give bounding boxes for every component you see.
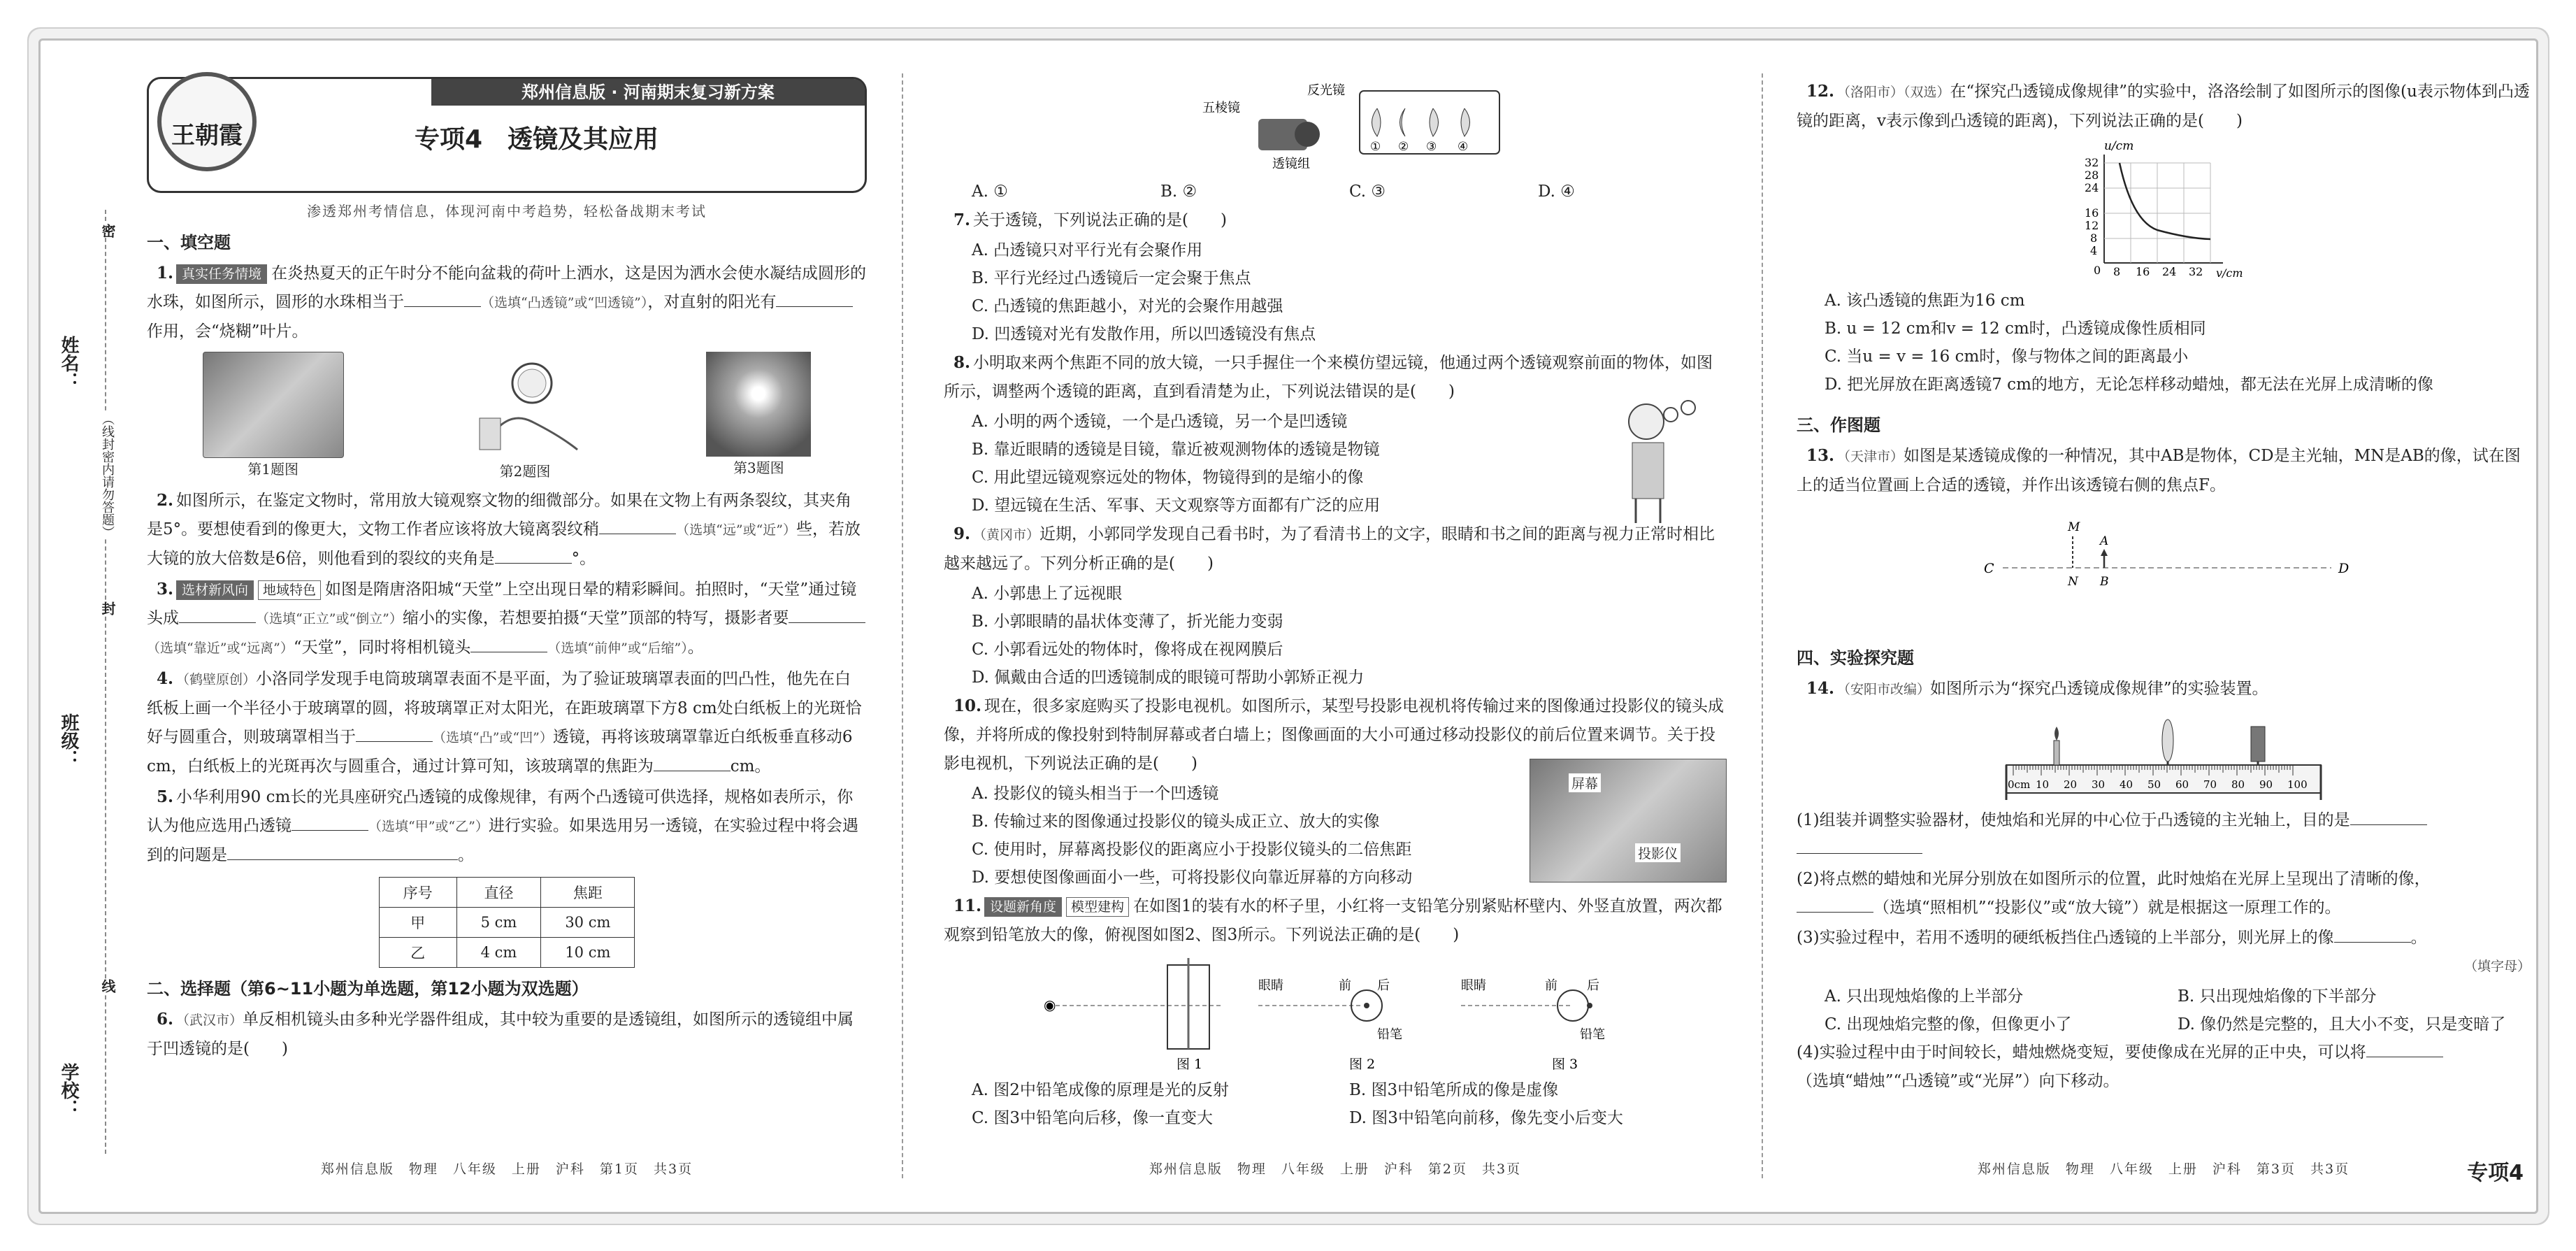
q-num: 9.: [954, 524, 971, 543]
table-row: [379, 908, 635, 938]
td: 甲: [379, 908, 456, 938]
option[interactable]: B. 靠近眼睛的透镜是目镜，靠近被观测物体的透镜是物镜: [972, 441, 1380, 459]
option[interactable]: A. ①: [972, 183, 1008, 201]
option[interactable]: C. 图3中铅笔向后移，像一直变大: [972, 1109, 1214, 1127]
x-axis-label: v/cm: [2216, 266, 2243, 280]
hint: （选填“凸”或“凹”）: [433, 730, 553, 745]
q-num: 11.: [954, 896, 982, 915]
lens-drawing-figure: [1797, 501, 2531, 634]
q1-figures: [147, 352, 867, 480]
pencil-dot: [1587, 1003, 1592, 1008]
answer-blank[interactable]: [1797, 895, 1873, 913]
name-label: 姓名：: [58, 336, 79, 390]
u-v-curve: [2120, 163, 2210, 239]
figure: [706, 352, 811, 480]
figure-caption: 图 1: [1177, 1057, 1203, 1072]
option[interactable]: A. 小郭患上了远视眼: [972, 585, 1123, 603]
th: 焦距: [541, 878, 635, 908]
q-num: 10.: [954, 696, 982, 715]
answer-blank[interactable]: [404, 289, 481, 307]
question-5: [147, 782, 867, 870]
back-label: 后: [1377, 978, 1390, 993]
seal-xian: 线: [98, 979, 118, 993]
q-text: （选填“蜡烛”“凸透镜”或“光屏”）向下移动。: [1797, 1072, 2120, 1090]
tick-label: 8: [2090, 231, 2098, 245]
option[interactable]: C. 当u = v = 16 cm时，像与物体之间的距离最小: [1825, 348, 2189, 366]
lens-4: [1461, 108, 1470, 136]
q-text: (4)实验过程中由于时间较长，蜡烛燃烧变短，要使像成在光屏的正中央，可以将: [1797, 1043, 2366, 1061]
td: 乙: [379, 938, 456, 968]
tag: 真实任务情境: [176, 264, 267, 284]
q14-part2: [1797, 865, 2531, 922]
question-11: [944, 892, 1727, 950]
tag: 地域特色: [258, 580, 321, 600]
q-text: 单反相机镜头由多种光学器件组成，其中较为重要的是透镜组，如图所示的透镜组中属于凹透镜的是( ): [147, 1010, 854, 1058]
q-text: 些，若放大镜的放大倍数是6倍，则他看到的裂纹的夹角是: [147, 520, 861, 568]
q-text: 在如图1的装有水的杯子里，小红将一支铅笔分别紧贴杯壁内、外竖直放置，两次都观察到铅笔放大的像，俯视图如图2、图3所示。下列说法正确的是( ): [944, 897, 1722, 944]
question-6: [147, 1005, 867, 1064]
ruler-label: 100: [2287, 778, 2308, 791]
candle: [2054, 741, 2059, 765]
q-num: 5.: [157, 787, 174, 806]
ruler-label: 0cm: [2008, 778, 2031, 791]
camera-lens-figure: [944, 77, 1727, 175]
seal-mi: 密: [98, 224, 118, 238]
q-text: 在炎热夏天的正午时分不能向盆栽的荷叶上洒水，这是因为洒水会使水凝结成圆形的水珠，如图所示，圆形的水珠相当于: [147, 264, 867, 311]
header: [147, 77, 867, 193]
option[interactable]: C. ③: [1349, 183, 1386, 201]
lotus-photo: [203, 352, 344, 458]
td: 4 cm: [456, 938, 541, 968]
tick-label: 16: [2136, 265, 2150, 278]
option[interactable]: A. 凸透镜只对平行光有会聚作用: [972, 241, 1203, 259]
option[interactable]: B. ②: [1160, 183, 1197, 201]
option[interactable]: A. 图2中铅笔成像的原理是光的反射: [972, 1081, 1229, 1099]
q-text: 近期，小郭同学发现自己看书时，为了看清书上的文字，眼睛和书之间的距离与视力正常时相比越来越远了。下列分析正确的是( ): [944, 525, 1715, 573]
q-num: 14.: [1806, 679, 1835, 698]
figure-caption: 图 2: [1349, 1057, 1376, 1072]
answer-blank[interactable]: [1797, 836, 1922, 854]
gridlines: [2104, 163, 2210, 263]
ruler-label: 50: [2147, 778, 2161, 791]
tag: 设题新角度: [984, 897, 1062, 917]
q-text: ，对直射的阳光有: [647, 293, 777, 311]
td: 5 cm: [456, 908, 541, 938]
candle-flame: [2055, 727, 2059, 741]
ruler-label: 90: [2259, 778, 2273, 791]
tick-label: 4: [2090, 244, 2098, 257]
option[interactable]: A. 小明的两个透镜，一个是凸透镜，另一个是凹透镜: [972, 413, 1348, 431]
option[interactable]: C. 使用时，屏幕离投影仪的距离应小于投影仪镜头的二倍焦距: [972, 841, 1412, 859]
tick-label: 0: [2094, 264, 2101, 277]
optical-bench-figure: [1797, 706, 2531, 803]
eye-label: 眼睛: [1258, 978, 1283, 993]
answer-blank[interactable]: [179, 606, 256, 623]
figure: [455, 352, 595, 480]
source: （天津市）: [1837, 449, 1904, 464]
option[interactable]: B. 小郭眼睛的晶状体变薄了，折光能力变弱: [972, 613, 1283, 631]
q-text: 进行实验。如果选用另一透镜，在实验过程中将会遇到的问题是: [147, 817, 858, 864]
q10-options-block: [944, 776, 1727, 892]
q8-options-block: [944, 408, 1727, 520]
q-text: 。: [458, 846, 474, 864]
option[interactable]: B. u = 12 cm和v = 12 cm时，凸透镜成像性质相同: [1825, 320, 2206, 338]
option[interactable]: B. 图3中铅笔所成的像是虚像: [1349, 1081, 1559, 1099]
page-footer: 郑州信息版 物理 八年级 上册 沪科 第3页 共3页: [1977, 1161, 2350, 1177]
magnifier-illustration: [455, 352, 595, 457]
seal-notice: （线封密内请勿答题）: [98, 413, 116, 538]
q-num: 8.: [954, 353, 971, 372]
answer-blank[interactable]: [2366, 1040, 2443, 1057]
back-label: 后: [1587, 978, 1599, 993]
pencil-label: 铅笔: [1580, 1027, 1605, 1042]
answer-blank[interactable]: [2334, 925, 2411, 943]
question-9: [944, 520, 1727, 578]
q-text: （选填“照相机”“投影仪”或“放大镜”）就是根据这一原理工作的。: [1873, 899, 2341, 917]
hint: （选填“远”或“近”）: [676, 522, 796, 538]
table-header: [379, 878, 635, 908]
camera-lens: [1295, 122, 1320, 147]
tick-label: 8: [2113, 265, 2121, 278]
hint: （选填“正立”或“倒立”）: [256, 611, 403, 627]
option[interactable]: D. 要想使图像画面小一些，可将投影仪向靠近屏幕的方向移动: [972, 868, 1413, 887]
section-drawing: 三、作图题: [1797, 415, 1880, 435]
section-choice: 二、选择题（第6~11小题为单选题，第12小题为双选题）: [147, 979, 589, 999]
class-label: 班级：: [58, 713, 79, 768]
page-footer: 郑州信息版 物理 八年级 上册 沪科 第2页 共3页: [1149, 1161, 1522, 1177]
q-text: 如图是某透镜成像的一种情况，其中AB是物体，CD是主光轴，MN是AB的像，试在图上的适当位置画上合适的透镜，并作出该透镜右侧的焦点F。: [1797, 447, 2521, 494]
page-title: 专项4 透镜及其应用: [415, 125, 659, 154]
answer-blank[interactable]: [599, 517, 676, 534]
page-footer: 郑州信息版 物理 八年级 上册 沪科 第1页 共3页: [320, 1161, 693, 1177]
prism-label: 五棱镜: [1202, 101, 1240, 115]
q-text: 如图所示，在鉴定文物时，常用放大镜观察文物的细微部分。如果在文物上有两条裂纹，其夹角是5°。要想使看到的像更大，文物工作者应该将放大镜离裂纹稍: [147, 492, 852, 538]
front-label: 前: [1339, 978, 1351, 993]
tick-label: 16: [2085, 206, 2099, 220]
pencil-label: 铅笔: [1377, 1027, 1402, 1042]
q6-options: [972, 178, 1727, 206]
th: 序号: [379, 878, 456, 908]
ruler-label: 20: [2064, 778, 2078, 791]
option[interactable]: C. 凸透镜的焦距越小，对光的会聚作用越强: [972, 297, 1283, 315]
q-num: 12.: [1806, 82, 1835, 101]
u-v-graph: [1797, 137, 2531, 284]
q-text: (1)组装并调整实验器材，使烛焰和光屏的中心位于凸透镜的主光轴上，目的是: [1797, 811, 2350, 829]
ruler-label: 30: [2092, 778, 2106, 791]
lens-1: [1372, 108, 1381, 136]
source: （黄冈市）: [973, 527, 1040, 543]
q-text: 小明取来两个焦距不同的放大镜，一只手握住一个来模仿望远镜，他通过两个透镜观察前面的物体，如图所示，调整两个透镜的距离，直到看清楚为止，下列说法错误的是( ): [944, 354, 1713, 401]
lens-label: ④: [1458, 140, 1469, 154]
answer-blank[interactable]: [470, 635, 547, 652]
tick-label: 32: [2085, 156, 2099, 169]
question-14: [1797, 674, 2531, 704]
q-text: 如图所示为“探究凸透镜成像规律”的实验装置。: [1930, 680, 2268, 698]
projector-label: 投影仪: [1635, 843, 1681, 862]
option[interactable]: A. 投影仪的镜头相当于一个凹透镜: [972, 785, 1219, 803]
eye-label: 眼睛: [1461, 978, 1486, 993]
q-num: 4.: [157, 669, 174, 688]
q-text: 在“探究凸透镜成像规律”的实验中，洛洛绘制了如图所示的图像(u表示物体到凸透镜的距离，v表示像到凸透镜的距离)，下列说法正确的是( ): [1797, 83, 2530, 130]
q-text: 小华利用90 cm长的光具座研究凸透镜的成像规律，有两个凸透镜可供选择，规格如表所示，你认为他应选用凸透镜: [147, 788, 854, 835]
option[interactable]: A. 只出现烛焰像的上半部分: [1825, 987, 2024, 1006]
point-label: C: [1984, 561, 1994, 576]
ruler-label: 70: [2203, 778, 2217, 791]
seal-feng: 封: [98, 601, 118, 615]
question-2: [147, 486, 867, 573]
q-text: 如图是隋唐洛阳城“天堂”上空出现日晕的精彩瞬间。拍照时，“天堂”通过镜头成: [147, 580, 857, 627]
option[interactable]: D. 望远镜在生活、军事、天文观察等方面都有广泛的应用: [972, 496, 1381, 515]
school-label: 学校：: [58, 1063, 79, 1117]
answer-blank[interactable]: [789, 606, 865, 623]
q-text: 关于透镜，下列说法正确的是( ): [973, 211, 1227, 229]
seal-line: [105, 210, 106, 1154]
lens-group-label: 透镜组: [1272, 157, 1310, 171]
hint: （选填“凸透镜”或“凹透镜”）: [481, 295, 648, 310]
header-band: 郑州信息版 · 河南期末复习新方案: [431, 79, 865, 106]
q-text: (3)实验过程中，若用不透明的硬纸板挡住凸透镜的上半部分，则光屏上的像: [1797, 929, 2334, 947]
point-label: D: [2338, 561, 2350, 576]
point-label: N: [2068, 575, 2078, 589]
option[interactable]: C. 出现烛焰完整的像，但像更小了: [1825, 1015, 2072, 1034]
mirror-label: 反光镜: [1307, 83, 1345, 98]
q-text: °。: [571, 550, 596, 568]
ruler-label: 10: [2036, 778, 2050, 791]
option[interactable]: D. 图3中铅笔向前移，像先变小后变大: [1349, 1109, 1623, 1127]
option[interactable]: C. 小郭看远处的物体时，像将成在视网膜后: [972, 641, 1283, 659]
answer-blank[interactable]: [495, 546, 572, 564]
pencil-cup-figures: [944, 951, 1727, 1073]
q-text: (2)将点燃的蜡烛和光屏分别放在如图所示的位置，此时烛焰在光屏上呈现出了清晰的像，: [1797, 870, 2431, 888]
lens-label: ①: [1370, 140, 1381, 154]
answer-blank[interactable]: [654, 754, 731, 771]
q14-part3: (3)实验过程中，若用不透明的硬纸板挡住凸透镜的上半部分，则光屏上的像 。 （填字母）: [1797, 924, 2531, 981]
column-1: [147, 77, 867, 1177]
option[interactable]: B. 平行光经过凸透镜后一定会聚于焦点: [972, 269, 1251, 287]
answer-blank[interactable]: [2350, 808, 2427, 825]
projector-photo: [1530, 759, 1727, 882]
q14-part4: [1797, 1038, 2531, 1096]
option[interactable]: A. 该凸透镜的焦距为16 cm: [1825, 292, 2025, 310]
q-num: 7.: [954, 210, 971, 229]
figure-caption: 第2题图: [499, 463, 551, 480]
ruler-label: 60: [2175, 778, 2189, 791]
tick-label: 28: [2085, 169, 2099, 182]
q-text: 现在，很多家庭购买了投影电视机。如图所示，某型号投影电视机将传输过来的图像通过投影仪的镜头成像，并将所成的像投射到特制屏幕或者白墙上；图像画面的大小可通过移动投影仪的前后位置来调节。关于投影电视机，下列说法正确的是( ): [944, 697, 1725, 773]
q-num: 6.: [157, 1010, 174, 1029]
option[interactable]: D. 凹透镜对光有发散作用，所以凹透镜没有焦点: [972, 325, 1316, 343]
hint: （填字母）: [2463, 959, 2531, 974]
figure-caption: 第3题图: [733, 459, 784, 476]
tick-label: 12: [2085, 219, 2099, 232]
section-fill: 一、填空题: [147, 233, 231, 252]
tag: 选材新风向: [176, 580, 254, 600]
subtitle: 渗透郑州考情信息，体现河南中考趋势，轻松备战期末考试: [307, 203, 707, 220]
q11-options: [972, 1076, 1727, 1132]
y-axis-label: u/cm: [2104, 139, 2134, 153]
question-1: [147, 259, 867, 346]
lens-spec-table: [379, 877, 635, 968]
hint: （选填“靠近”或“远离”）: [147, 641, 294, 656]
brand-logo: 王朝霞: [157, 72, 257, 171]
convex-lens: [2162, 720, 2173, 762]
th: 直径: [456, 878, 541, 908]
option[interactable]: D. 把光屏放在距离透镜7 cm的地方，无论怎样移动蜡烛，都无法在光屏上成清晰的像: [1825, 376, 2433, 394]
q-text: 小洛同学发现手电筒玻璃罩表面不是平面，为了验证玻璃罩表面的凹凸性，他先在白纸板上画一个半径小于玻璃罩的圆，将玻璃罩正对太阳光，在距玻璃罩下方8 cm处白纸板上的光斑恰好与圆重合，则玻璃罩相当于: [147, 670, 862, 746]
section-experiment: 四、实验探究题: [1797, 648, 1914, 668]
light-screen: [2251, 727, 2265, 762]
q-text: 透镜，再将该玻璃罩靠近白纸板垂直移动6 cm，白纸板上的光斑再次与圆重合，通过计算可知，该玻璃罩的焦距为: [147, 728, 853, 775]
option[interactable]: C. 用此望远镜观察远处的物体，物镜得到的是缩小的像: [972, 469, 1364, 487]
telescope-boy-illustration: [1608, 394, 1699, 527]
q-num: 13.: [1806, 446, 1835, 465]
option[interactable]: D. ④: [1538, 183, 1575, 201]
column-divider: [1762, 73, 1763, 1178]
q-num: 2.: [157, 491, 174, 510]
eye-icon: ◉: [1044, 996, 1056, 1013]
answer-blank[interactable]: [776, 289, 853, 307]
source: （安阳市改编）: [1837, 682, 1931, 697]
ruler-label: 40: [2120, 778, 2134, 791]
point-label: M: [2068, 520, 2080, 534]
q-text: 。: [687, 638, 704, 657]
td: 30 cm: [541, 908, 635, 938]
column-2: [944, 77, 1727, 1177]
question-4: [147, 664, 867, 781]
column-divider: [902, 73, 903, 1178]
source: （武汉市）: [176, 1013, 243, 1028]
q-text: cm。: [730, 757, 771, 775]
source: （洛阳市）（双选）: [1837, 85, 1950, 100]
question-12: [1797, 77, 2531, 136]
option[interactable]: B. 传输过来的图像通过投影仪的镜头成正立、放大的实像: [972, 813, 1380, 831]
point-label: B: [2100, 575, 2109, 589]
corner-label: 专项4: [2467, 1161, 2524, 1185]
screen-label: 屏幕: [1569, 773, 1601, 792]
answer-blank[interactable]: [356, 724, 433, 742]
hint: （选填“甲”或“乙”）: [368, 819, 489, 834]
lens-2: [1400, 108, 1406, 136]
figure-caption: 第1题图: [247, 461, 299, 478]
halo-photo: [706, 352, 811, 457]
pencil-dot: [1364, 1003, 1369, 1008]
option[interactable]: D. 像仍然是完整的，且大小不变，只是变暗了: [2178, 1015, 2506, 1034]
tag: 模型建构: [1066, 897, 1129, 917]
question-13: [1797, 441, 2531, 500]
q-num: 1.: [157, 264, 174, 283]
hint: （选填“前伸”或“后缩”）: [547, 641, 688, 656]
point-label: A: [2100, 534, 2109, 548]
q-text: 作用，会“烧糊”叶片。: [147, 322, 308, 341]
lens-label: ③: [1426, 140, 1437, 154]
tick-label: 24: [2085, 181, 2099, 194]
lens-3: [1430, 108, 1439, 136]
figure-caption: 图 3: [1552, 1057, 1578, 1072]
q14-part1: [1797, 806, 2531, 864]
q-text: “天堂”，同时将相机镜头: [293, 638, 471, 657]
arrow-head: [2101, 549, 2108, 556]
q-num: 3.: [157, 580, 174, 599]
answer-blank[interactable]: [227, 843, 458, 860]
ruler-label: 80: [2231, 778, 2245, 791]
td: 10 cm: [541, 938, 635, 968]
question-7: [944, 206, 1727, 235]
front-label: 前: [1545, 978, 1557, 993]
figure: [203, 352, 344, 480]
source: （鹤壁原创）: [176, 672, 257, 687]
answer-blank[interactable]: [292, 813, 368, 831]
option[interactable]: B. 只出现烛焰像的下半部分: [2178, 987, 2377, 1006]
table-row: [379, 938, 635, 968]
lens-label: ②: [1398, 140, 1409, 154]
question-3: [147, 575, 867, 663]
tick-label: 32: [2189, 265, 2203, 278]
column-3: [1797, 77, 2531, 1185]
option[interactable]: D. 佩戴由合适的凹透镜制成的眼镜可帮助小郭矫正视力: [972, 669, 1365, 687]
q-text: 缩小的实像，若想要拍摄“天堂”顶部的特写，摄影者要: [402, 609, 789, 627]
tick-label: 24: [2162, 265, 2177, 278]
q14-options: [1825, 982, 2531, 1038]
binding-margin: [56, 210, 140, 1154]
